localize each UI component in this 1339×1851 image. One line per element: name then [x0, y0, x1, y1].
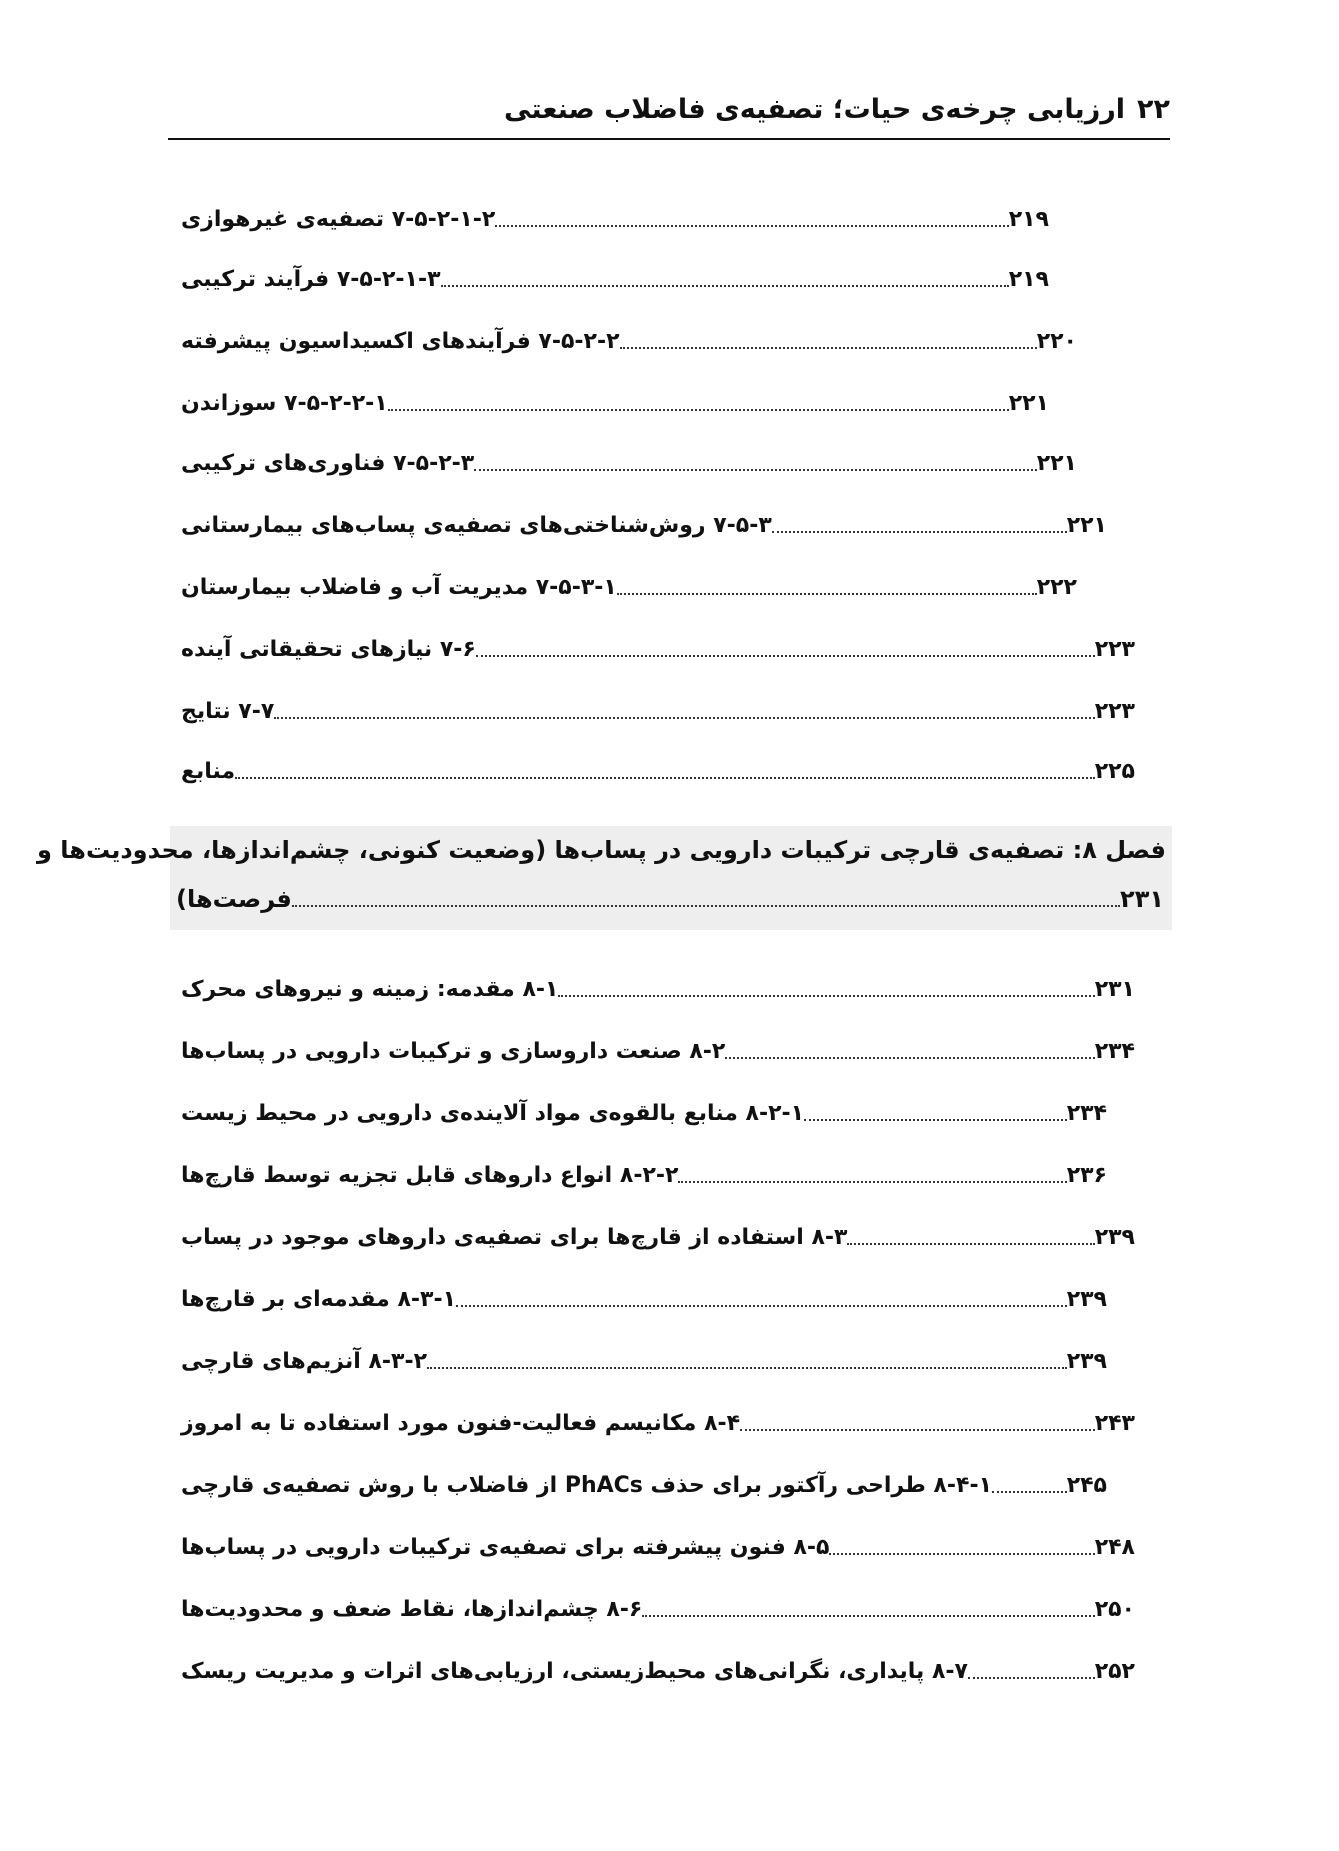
toc-entry[interactable]: [175, 256, 1053, 296]
toc-entry-title: ۸-۳ استفاده از قارچ‌ها برای تصفیه‌ی داروهای موجود در پساب: [181, 1225, 848, 1250]
toc-entry-page: ۲۳۶: [1066, 1163, 1107, 1188]
toc-entry-page: ۲۳۹: [1066, 1287, 1107, 1312]
toc-entry-page: ۲۲۱: [1036, 451, 1077, 476]
toc-entry-title: ۷-۵-۳-۱ مدیریت آب و فاضلاب بیمارستان: [181, 575, 617, 600]
toc-entry[interactable]: [175, 748, 1139, 788]
dot-leader: [620, 347, 1037, 349]
toc-entry-title: ۷-۶ نیازهای تحقیقاتی آینده: [181, 637, 476, 662]
dot-leader: [292, 905, 1120, 907]
toc-entry[interactable]: [175, 1028, 1139, 1068]
toc-entry-page: ۲۲۱: [1008, 391, 1049, 416]
toc-entry-title: ۸-۳-۲ آنزیم‌های قارچی: [181, 1349, 427, 1374]
toc-entry[interactable]: [175, 1400, 1139, 1440]
toc-entry-page: ۲۱۹: [1008, 207, 1049, 232]
toc-entry-title: ۸-۷ پایداری، نگرانی‌های محیط‌زیستی، ارزیابی‌های اثرات و مدیریت ریسک: [181, 1659, 968, 1684]
chapter-page: ۲۳۱: [1120, 885, 1164, 913]
dot-leader: [476, 655, 1095, 657]
toc-entry-page: ۲۳۹: [1094, 1225, 1135, 1250]
toc-entry[interactable]: [175, 318, 1081, 358]
toc-entry-page: ۲۳۴: [1066, 1101, 1107, 1126]
dot-leader: [427, 1367, 1067, 1369]
dot-leader: [678, 1181, 1066, 1183]
toc-entry[interactable]: [175, 380, 1053, 420]
toc-entry-title: ۸-۲ صنعت داروسازی و ترکیبات دارویی در پساب‌ها: [181, 1039, 726, 1064]
dot-leader: [495, 225, 1008, 227]
toc-entry-page: ۲۳۴: [1094, 1039, 1135, 1064]
toc-entry-title: ۸-۲-۲ انواع داروهای قابل تجزیه توسط قارچ‌ها: [181, 1163, 679, 1188]
toc-entry-page: ۲۵۰: [1094, 1597, 1135, 1622]
toc-entry-title: ۷-۵-۲-۱-۲ تصفیه‌ی غیرهوازی: [181, 207, 496, 232]
chapter-title-line2: [176, 882, 1166, 916]
dot-leader: [558, 995, 1094, 997]
toc-entry[interactable]: [175, 1586, 1139, 1626]
dot-leader: [441, 285, 1009, 287]
toc-entry-title: ۸-۲-۱ منابع بالقوه‌ی مواد آلاینده‌ی دارویی در محیط زیست: [181, 1101, 805, 1126]
toc-entry[interactable]: [175, 502, 1111, 542]
toc-entry-title: ۸-۱ مقدمه: زمینه و نیروهای محرک: [181, 977, 559, 1002]
toc-entry-page: ۲۲۵: [1094, 759, 1135, 784]
toc-entry[interactable]: [175, 626, 1139, 666]
toc-entry[interactable]: [175, 966, 1139, 1006]
toc-entry-page: ۲۵۲: [1094, 1659, 1135, 1684]
toc-entry-title: منابع: [181, 759, 236, 784]
dot-leader: [740, 1429, 1095, 1431]
toc-entry-page: ۲۲۱: [1066, 513, 1107, 538]
toc-entry-page: ۲۴۸: [1094, 1535, 1135, 1560]
toc-entry[interactable]: [175, 564, 1081, 604]
dot-leader: [847, 1243, 1094, 1245]
dot-leader: [274, 717, 1094, 719]
toc-entry[interactable]: [175, 1090, 1111, 1130]
dot-leader: [968, 1677, 1095, 1679]
toc-entry[interactable]: [175, 1276, 1111, 1316]
chapter-title-line1: فصل ۸: تصفیه‌ی قارچی ترکیبات دارویی در پساب‌ها (وضعیت کنونی، چشم‌اندازها، محدودیت‌ها و: [37, 836, 1166, 864]
toc-entry-title: ۸-۴-۱ طراحی رآکتور برای حذف PhACs از فاضلاب با روش تصفیه‌ی قارچی: [181, 1473, 993, 1498]
dot-leader: [772, 531, 1067, 533]
toc-entry[interactable]: [175, 1338, 1111, 1378]
toc-entry[interactable]: [175, 1462, 1111, 1502]
toc-entry[interactable]: [175, 1524, 1139, 1564]
toc-entry-title: ۷-۷ نتایج: [181, 699, 275, 724]
toc-entry[interactable]: [175, 1152, 1111, 1192]
toc-entry[interactable]: [175, 1648, 1139, 1688]
toc-entry-title: ۷-۵-۲-۲ فرآیندهای اکسیداسیون پیشرفته: [181, 329, 620, 354]
toc-entry-page: ۲۱۹: [1008, 267, 1049, 292]
toc-entry-page: ۲۴۳: [1094, 1411, 1135, 1436]
header-page-number: ۲۲: [1137, 94, 1170, 125]
toc-entry-page: ۲۴۵: [1066, 1473, 1107, 1498]
toc-entry-page: ۲۲۳: [1094, 637, 1135, 662]
toc-entry-page: ۲۲۰: [1036, 329, 1077, 354]
toc-entry-title: ۷-۵-۲-۳ فناوری‌های ترکیبی: [181, 451, 475, 476]
toc-entry-page: ۲۲۳: [1094, 699, 1135, 724]
dot-leader: [829, 1553, 1094, 1555]
toc-entry-title: ۸-۵ فنون پیشرفته برای تصفیه‌ی ترکیبات دارویی در پساب‌ها: [181, 1535, 830, 1560]
toc-entry-title: ۷-۵-۳ روش‌شناختی‌های تصفیه‌ی پساب‌های بیمارستانی: [181, 513, 772, 538]
dot-leader: [456, 1305, 1067, 1307]
dot-leader: [617, 593, 1037, 595]
toc-entry-title: ۷-۵-۲-۲-۱ سوزاندن: [181, 391, 388, 416]
dot-leader: [474, 469, 1036, 471]
toc-entry[interactable]: [175, 1214, 1139, 1254]
dot-leader: [235, 777, 1095, 779]
header-text: [504, 94, 1170, 125]
chapter-title-end: فرصت‌ها): [176, 885, 292, 913]
toc-entry-title: ۸-۶ چشم‌اندازها، نقاط ضعف و محدودیت‌ها: [181, 1597, 643, 1622]
dot-leader: [725, 1057, 1094, 1059]
dot-leader: [642, 1615, 1094, 1617]
toc-entry-page: ۲۳۹: [1066, 1349, 1107, 1374]
chapter-heading[interactable]: [37, 826, 1172, 930]
toc-entry-title: ۸-۴ مکانیسم فعالیت-فنون مورد استفاده تا به امروز: [181, 1411, 741, 1436]
dot-leader: [388, 409, 1009, 411]
toc-entry[interactable]: [175, 688, 1139, 728]
toc-entry-title: ۷-۵-۲-۱-۳ فرآیند ترکیبی: [181, 267, 441, 292]
dot-leader: [804, 1119, 1067, 1121]
running-header: [168, 92, 1170, 140]
toc-entry-page: ۲۲۲: [1036, 575, 1077, 600]
toc-entry-title: ۸-۳-۱ مقدمه‌ای بر قارچ‌ها: [181, 1287, 457, 1312]
dot-leader: [992, 1491, 1067, 1493]
header-book-title: ارزیابی چرخه‌ی حیات؛ تصفیه‌ی فاضلاب صنعتی: [504, 94, 1126, 125]
toc-entry-page: ۲۳۱: [1094, 977, 1135, 1002]
toc-entry[interactable]: [175, 196, 1053, 236]
toc-entry[interactable]: [175, 440, 1081, 480]
